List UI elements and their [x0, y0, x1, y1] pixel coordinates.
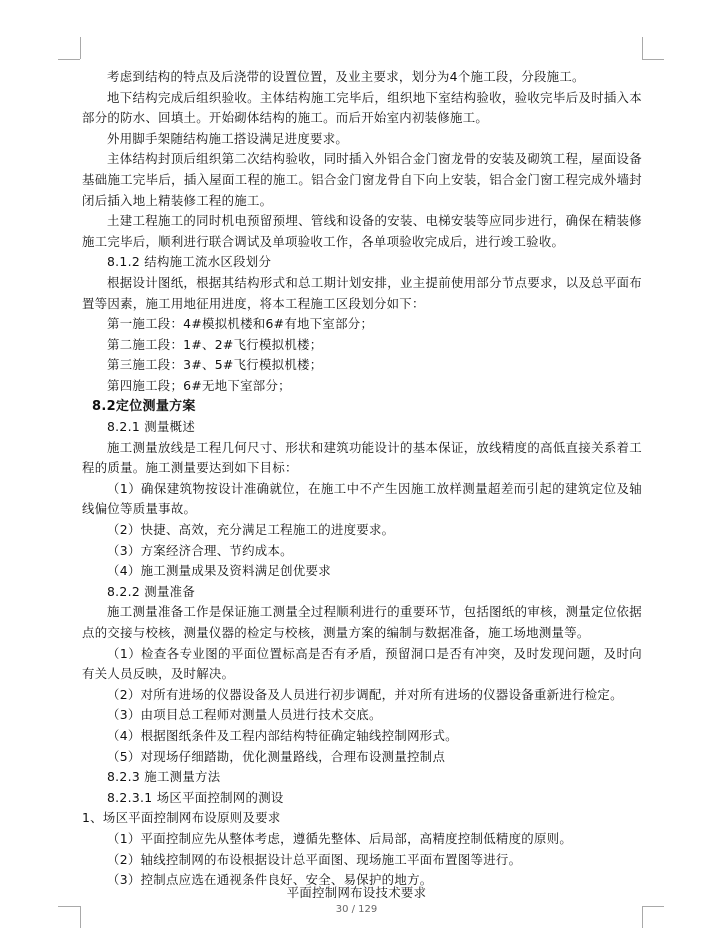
paragraph-zoning-basis: 根据设计图纸，根据其结构形式和总工期计划安排，业主提前使用部分节点要求，以及总平面布置等因素，施工用地征用进度，将本工程施工区段划分如下： [82, 274, 642, 311]
list-item-prep-1: （1）检查各专业图的平面位置标高是否有矛盾，预留洞口是否有冲突，及时发现问题，及时向有关人员反映，及时解决。 [82, 645, 642, 682]
list-item-section-1: 第一施工段：4#模拟机楼和6#有地下室部分； [107, 316, 374, 332]
paragraph-mep-coordination: 土建工程施工的同时机电预留预埋、管线和设备的安装、电梯安装等应同步进行，确保在精装修施工完毕后，顺利进行联合调试及单项验收工作，各单项验收完成后，进行竣工验收。 [82, 213, 642, 249]
list-item-prep-2: （2）对所有进场的仪器设备及人员进行初步调配，并对所有进场的仪器设备重新进行检定。 [107, 686, 623, 702]
list-item-principle-3: （3）控制点应选在通视条件良好、安全、易保护的地方。 [107, 872, 433, 888]
heading-8-1-2: 8.1.2 结构施工流水区段划分 [107, 254, 272, 270]
table-caption: 平面控制网布设技术要求 [286, 885, 427, 900]
crop-mark-top-right-h [642, 59, 664, 60]
list-item-goal-4: （4）施工测量成果及资料满足创优要求 [107, 563, 331, 579]
list-item-prep-5: （5）对现场仔细踏勘，优化测量路线，合理布设测量控制点 [107, 748, 446, 764]
heading-control-network-principles: 1、场区平面控制网布设原则及要求 [82, 810, 281, 826]
page-number: 30 / 129 [335, 904, 378, 915]
list-item-goal-3: （3）方案经济合理、节约成本。 [107, 542, 293, 558]
list-item-section-2: 第二施工段：1#、2#飞行模拟机楼； [107, 336, 323, 352]
paragraph-survey-preparation: 施工测量准备工作是保证施工测量全过程顺利进行的重要环节，包括图纸的审核，测量定位依据点的交接与校核，测量仪器的检定与校核，测量方案的编制与数据准备，施工场地测量等。 [82, 604, 642, 641]
list-item-section-3: 第三施工段：3#、5#飞行模拟机楼； [107, 357, 323, 373]
paragraph-scaffolding: 外用脚手架随结构施工搭设满足进度要求。 [107, 130, 349, 146]
list-item-section-4: 第四施工段；6#无地下室部分； [107, 377, 291, 393]
paragraph-survey-overview: 施工测量放线是工程几何尺寸、形状和建筑功能设计的基本保证，放线精度的高低直接关系着工程的质量。施工测量要达到如下目标： [82, 439, 642, 476]
list-item-prep-3: （3）由项目总工程师对测量人员进行技术交底。 [107, 707, 382, 723]
heading-8-2-2: 8.2.2 测量准备 [107, 583, 196, 599]
document-body [82, 67, 642, 891]
paragraph-topping-out: 主体结构封顶后组织第二次结构验收，同时插入外铝合金门窗龙骨的安装及砌筑工程，屋面设备基础施工完毕后，插入屋面工程的施工。铝合金门窗龙骨自下向上安装，铝合金门窗工程完成外墙封闭后插入地上精装修工程的施工。 [82, 151, 642, 208]
heading-8-2-3-1: 8.2.3.1 场区平面控制网的测设 [107, 789, 284, 805]
paragraph-basement-acceptance: 地下结构完成后组织验收。主体结构施工完毕后，组织地下室结构验收，验收完毕后及时插入本部分的防水、回填土。开始砌体结构的施工。而后开始室内初装修施工。 [82, 89, 642, 126]
list-item-goal-1: （1）确保建筑物按设计准确就位，在施工中不产生因施工放样测量超差而引起的建筑定位及轴线偏位等质量事故。 [82, 480, 642, 517]
heading-8-2-3: 8.2.3 施工测量方法 [107, 769, 221, 785]
list-item-principle-1: （1）平面控制应先从整体考虑，遵循先整体、后局部，高精度控制低精度的原则。 [107, 830, 573, 846]
paragraph-section-division: 考虑到结构的特点及后浇带的设置位置，及业主要求，划分为4个施工段，分段施工。 [107, 69, 585, 84]
crop-mark-top-left-h [58, 59, 80, 60]
list-item-goal-2: （2）快捷、高效，充分满足工程施工的进度要求。 [107, 522, 395, 538]
crop-mark-top-right-v [642, 37, 643, 59]
heading-8-2-1: 8.2.1 测量概述 [107, 419, 196, 435]
heading-8-2: 8.2定位测量方案 [92, 398, 196, 414]
crop-mark-top-left-v [80, 37, 81, 59]
list-item-principle-2: （2）轴线控制网的布设根据设计总平面图、现场施工平面布置图等进行。 [107, 851, 522, 867]
list-item-prep-4: （4）根据图纸条件及工程内部结构特征确定轴线控制网形式。 [107, 728, 458, 743]
